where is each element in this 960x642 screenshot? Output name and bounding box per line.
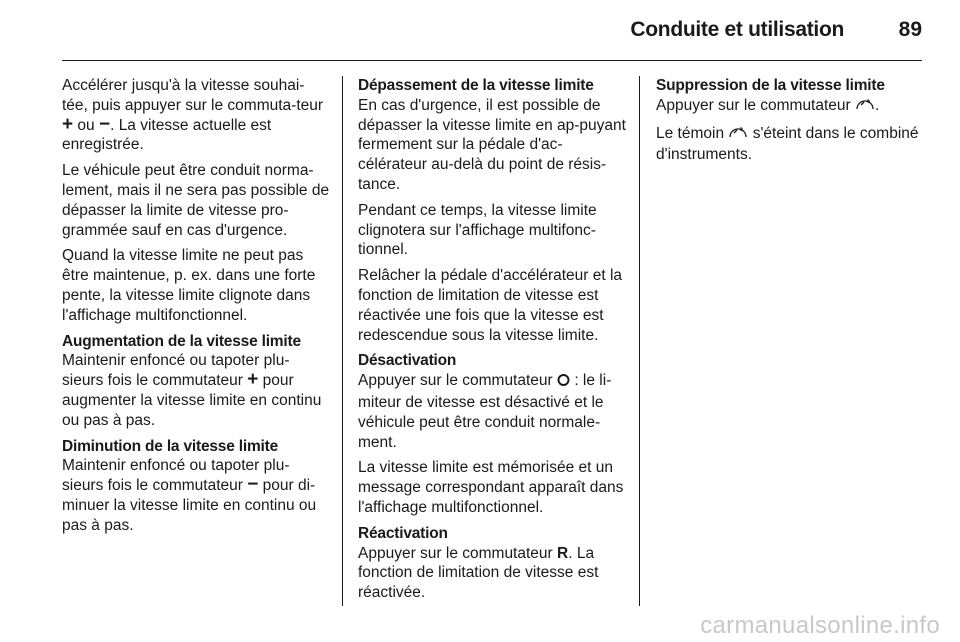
minus-icon: − [247,474,259,496]
circle-o-icon [557,373,570,393]
header-rule [62,60,922,61]
plus-icon: + [62,113,74,135]
section-heading: Suppression de la vitesse limite [656,77,885,94]
section-heading: Réactivation [358,524,448,542]
column-1 [62,76,330,542]
paragraph: Accélérer jusqu'à la vitesse souhai-tée, puis appuyer sur le commuta-teur + ou −. La vitesse actuelle est enregistrée. [62,77,324,154]
page-number: 89 [898,18,922,41]
section-heading: Augmentation de la vitesse limite [62,332,301,350]
section-heading: Dépassement de la vitesse limite [358,77,594,94]
column-divider [342,76,343,606]
speed-limiter-icon [728,124,748,146]
section-heading: Désactivation [358,352,457,370]
section-heading: Diminution de la vitesse limite [62,437,279,455]
running-title: Conduite et utilisation [630,18,844,41]
column-2 [358,76,628,609]
paragraph: La vitesse limite est mémorisée et un message correspondant apparaît dans l'affichage multifonctionnel. [358,459,624,516]
paragraph: Pendant ce temps, la vitesse limite clignotera sur l'affichage multifonc-tionnel. [358,201,597,259]
paragraph: Appuyer sur le commutateur : le li-miteur de vitesse est désactivé et le véhicule peut être conduit normale-ment. [358,372,612,451]
paragraph: Quand la vitesse limite ne peut pas être maintenue, p. ex. dans une forte pente, la vitesse limite clignote dans l'affichage multifonctionnel. [62,247,316,324]
page-header [62,18,922,46]
paragraph: Maintenir enfoncé ou tapoter plu-sieurs fois le commutateur + pour augmenter la vitesse limite en continu ou pas à pas. [62,352,322,429]
speed-limiter-icon [855,96,875,118]
minus-icon: − [98,113,111,135]
watermark: carmanualsonline.info [700,612,940,639]
paragraph: En cas d'urgence, il est possible de dépasser la vitesse limite en ap-puyant fermement sur la pédale d'ac-célérateur au-delà du point de résis-tance. [358,96,626,193]
plus-icon: + [247,369,259,391]
paragraph: Le véhicule peut être conduit norma-lement, mais il ne sera pas possible de dépasser la limite de vitesse pro-grammée sauf en cas d'urgence. [62,162,330,239]
paragraph: Le témoin s'éteint dans le combiné d'instruments. [656,124,919,164]
column-divider [639,76,640,606]
paragraph: Maintenir enfoncé ou tapoter plu-sieurs fois le commutateur − pour di-minuer la vitesse limite en continu ou pas à pas. [62,457,317,534]
column-3 [656,76,932,171]
r-symbol: R [557,544,569,562]
paragraph: Appuyer sur le commutateur . [656,96,932,118]
paragraph: Appuyer sur le commutateur R. La fonction de limitation de vitesse est réactivée. [358,544,599,602]
paragraph: Relâcher la pédale d'accélérateur et la fonction de limitation de vitesse est réactivée une fois que la vitesse est redescendue sous la vitesse limite. [358,267,623,344]
